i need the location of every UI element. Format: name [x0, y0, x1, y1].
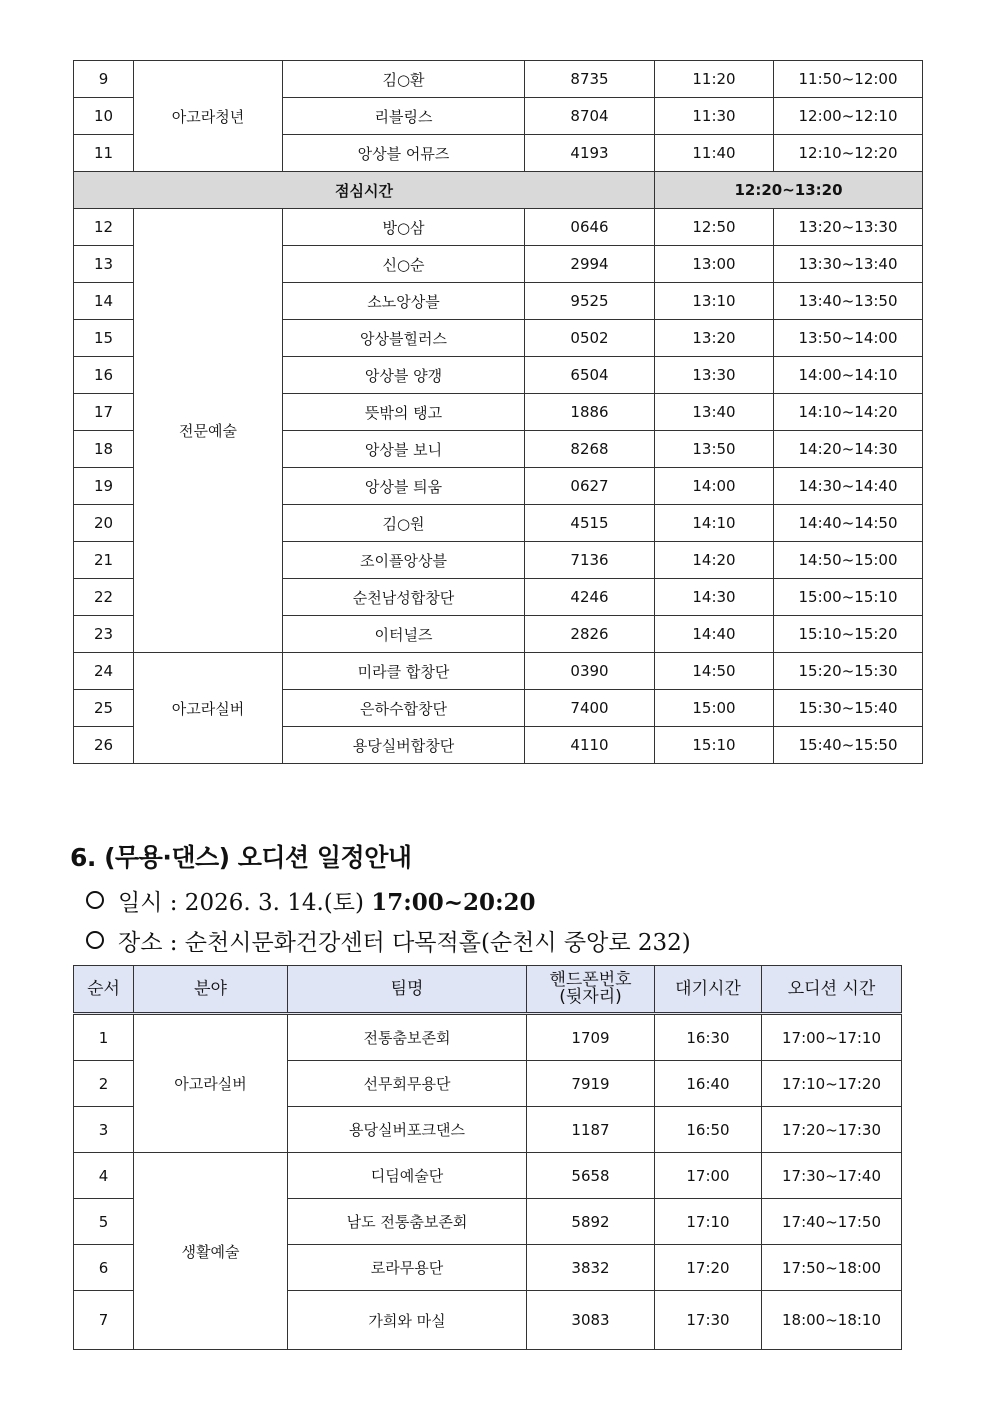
wait-time: 17:30 [655, 1291, 762, 1350]
team-name: 앙상블 양갱 [283, 357, 525, 394]
row-number: 23 [74, 616, 134, 653]
header-phone-line1: 핸드폰번호 [549, 970, 632, 990]
row-number: 20 [74, 505, 134, 542]
row-number: 6 [74, 1245, 134, 1291]
audition-time: 17:10~17:20 [762, 1061, 902, 1107]
date-info [86, 884, 536, 917]
row-number: 25 [74, 690, 134, 727]
row-number: 21 [74, 542, 134, 579]
row-number: 18 [74, 431, 134, 468]
team-name: 용당실버합창단 [283, 727, 525, 764]
team-name: 선무회무용단 [288, 1061, 527, 1107]
phone-digits: 4515 [525, 505, 655, 542]
wait-time: 13:50 [655, 431, 774, 468]
audition-time: 11:50~12:00 [774, 61, 923, 98]
wait-time: 17:20 [655, 1245, 762, 1291]
lunch-label: 점심시간 [74, 172, 655, 209]
team-name: 용당실버포크댄스 [288, 1107, 527, 1153]
team-name: 디딤예술단 [288, 1153, 527, 1199]
team-name: 앙상블 어뮤즈 [283, 135, 525, 172]
audition-time: 15:30~15:40 [774, 690, 923, 727]
circle-bullet-icon [86, 931, 104, 949]
wait-time: 14:20 [655, 542, 774, 579]
wait-time: 14:40 [655, 616, 774, 653]
phone-digits: 8735 [525, 61, 655, 98]
audition-time: 17:20~17:30 [762, 1107, 902, 1153]
phone-digits: 6504 [525, 357, 655, 394]
row-number: 16 [74, 357, 134, 394]
wait-time: 16:40 [655, 1061, 762, 1107]
audition-time: 18:00~18:10 [762, 1291, 902, 1350]
team-name: 앙상블힐러스 [283, 320, 525, 357]
row-number: 7 [74, 1291, 134, 1350]
table-row [74, 653, 923, 690]
wait-time: 14:10 [655, 505, 774, 542]
phone-digits: 4110 [525, 727, 655, 764]
date-time: 17:00~20:20 [371, 889, 536, 916]
header-audition: 오디션 시간 [762, 966, 902, 1014]
wait-time: 16:50 [655, 1107, 762, 1153]
audition-time: 17:30~17:40 [762, 1153, 902, 1199]
team-name: 로라무용단 [288, 1245, 527, 1291]
field-cell: 생활예술 [134, 1153, 288, 1350]
phone-digits: 4193 [525, 135, 655, 172]
field-cell: 아고라실버 [134, 1014, 288, 1153]
row-number: 3 [74, 1107, 134, 1153]
audition-time: 17:40~17:50 [762, 1199, 902, 1245]
venue-text: 장소 : 순천시문화건강센터 다목적홀(순천시 중앙로 232) [118, 930, 691, 956]
phone-digits: 1709 [527, 1014, 655, 1061]
row-number: 24 [74, 653, 134, 690]
audition-time: 14:30~14:40 [774, 468, 923, 505]
audition-time: 15:10~15:20 [774, 616, 923, 653]
team-name: 김○원 [283, 505, 525, 542]
table-row [74, 61, 923, 98]
phone-digits: 2994 [525, 246, 655, 283]
row-number: 1 [74, 1014, 134, 1061]
audition-time: 15:20~15:30 [774, 653, 923, 690]
audition-time: 13:30~13:40 [774, 246, 923, 283]
wait-time: 14:30 [655, 579, 774, 616]
wait-time: 17:10 [655, 1199, 762, 1245]
wait-time: 14:00 [655, 468, 774, 505]
phone-digits: 3832 [527, 1245, 655, 1291]
audition-time: 14:00~14:10 [774, 357, 923, 394]
wait-time: 16:30 [655, 1014, 762, 1061]
venue-info [86, 924, 691, 957]
section-title: 6. (무용·댄스) 오디션 일정안내 [70, 843, 412, 872]
row-number: 13 [74, 246, 134, 283]
header-row [74, 966, 902, 1014]
wait-time: 17:00 [655, 1153, 762, 1199]
wait-time: 12:50 [655, 209, 774, 246]
team-name: 김○환 [283, 61, 525, 98]
audition-time: 15:00~15:10 [774, 579, 923, 616]
field-cell: 아고라실버 [134, 653, 283, 764]
row-number: 26 [74, 727, 134, 764]
phone-digits: 7400 [525, 690, 655, 727]
phone-digits: 9525 [525, 283, 655, 320]
table-row [74, 1014, 902, 1061]
audition-time: 15:40~15:50 [774, 727, 923, 764]
header-field: 분야 [134, 966, 288, 1014]
row-number: 17 [74, 394, 134, 431]
wait-time: 14:50 [655, 653, 774, 690]
team-name: 신○순 [283, 246, 525, 283]
audition-time: 14:20~14:30 [774, 431, 923, 468]
team-name: 이터널즈 [283, 616, 525, 653]
header-phone-line2: (뒷자리) [559, 987, 622, 1007]
row-number: 2 [74, 1061, 134, 1107]
audition-time: 12:00~12:10 [774, 98, 923, 135]
schedule-table-1 [73, 60, 923, 764]
phone-digits: 2826 [525, 616, 655, 653]
phone-digits: 4246 [525, 579, 655, 616]
row-number: 10 [74, 98, 134, 135]
phone-digits: 7919 [527, 1061, 655, 1107]
phone-digits: 1187 [527, 1107, 655, 1153]
wait-time: 11:20 [655, 61, 774, 98]
audition-time: 14:10~14:20 [774, 394, 923, 431]
audition-time: 13:20~13:30 [774, 209, 923, 246]
wait-time: 15:00 [655, 690, 774, 727]
header-phone [527, 966, 655, 1014]
row-number: 22 [74, 579, 134, 616]
row-number: 12 [74, 209, 134, 246]
table-row [74, 209, 923, 246]
audition-time: 14:50~15:00 [774, 542, 923, 579]
schedule-table-2 [73, 965, 902, 1350]
phone-digits: 5892 [527, 1199, 655, 1245]
phone-digits: 0502 [525, 320, 655, 357]
row-number: 9 [74, 61, 134, 98]
wait-time: 13:20 [655, 320, 774, 357]
team-name: 방○삼 [283, 209, 525, 246]
phone-digits: 1886 [525, 394, 655, 431]
team-name: 미라클 합창단 [283, 653, 525, 690]
wait-time: 13:00 [655, 246, 774, 283]
field-cell: 아고라청년 [134, 61, 283, 172]
field-cell: 전문예술 [134, 209, 283, 653]
phone-digits: 5658 [527, 1153, 655, 1199]
phone-digits: 0646 [525, 209, 655, 246]
team-name: 순천남성합창단 [283, 579, 525, 616]
wait-time: 13:10 [655, 283, 774, 320]
team-name: 가희와 마실 [288, 1291, 527, 1350]
audition-time: 13:50~14:00 [774, 320, 923, 357]
team-name: 전통춤보존회 [288, 1014, 527, 1061]
team-name: 조이플앙상블 [283, 542, 525, 579]
team-name: 리블링스 [283, 98, 525, 135]
circle-bullet-icon [86, 891, 104, 909]
phone-digits: 8268 [525, 431, 655, 468]
lunch-row [74, 172, 923, 209]
phone-digits: 3083 [527, 1291, 655, 1350]
team-name: 은하수합창단 [283, 690, 525, 727]
audition-time: 12:10~12:20 [774, 135, 923, 172]
header-team: 팀명 [288, 966, 527, 1014]
wait-time: 11:40 [655, 135, 774, 172]
row-number: 15 [74, 320, 134, 357]
team-name: 뜻밖의 탱고 [283, 394, 525, 431]
phone-digits: 8704 [525, 98, 655, 135]
wait-time: 13:40 [655, 394, 774, 431]
date-label: 일시 : 2026. 3. 14.(토) [118, 890, 372, 916]
phone-digits: 0390 [525, 653, 655, 690]
wait-time: 13:30 [655, 357, 774, 394]
audition-time: 14:40~14:50 [774, 505, 923, 542]
row-number: 11 [74, 135, 134, 172]
lunch-time: 12:20~13:20 [655, 172, 923, 209]
table-row [74, 1153, 902, 1199]
phone-digits: 7136 [525, 542, 655, 579]
audition-time: 13:40~13:50 [774, 283, 923, 320]
team-name: 앙상블 보니 [283, 431, 525, 468]
header-no: 순서 [74, 966, 134, 1014]
wait-time: 11:30 [655, 98, 774, 135]
row-number: 4 [74, 1153, 134, 1199]
team-name: 소노앙상블 [283, 283, 525, 320]
row-number: 19 [74, 468, 134, 505]
phone-digits: 0627 [525, 468, 655, 505]
audition-time: 17:50~18:00 [762, 1245, 902, 1291]
row-number: 14 [74, 283, 134, 320]
row-number: 5 [74, 1199, 134, 1245]
header-wait: 대기시간 [655, 966, 762, 1014]
audition-time: 17:00~17:10 [762, 1014, 902, 1061]
team-name: 앙상블 틔움 [283, 468, 525, 505]
wait-time: 15:10 [655, 727, 774, 764]
team-name: 남도 전통춤보존회 [288, 1199, 527, 1245]
